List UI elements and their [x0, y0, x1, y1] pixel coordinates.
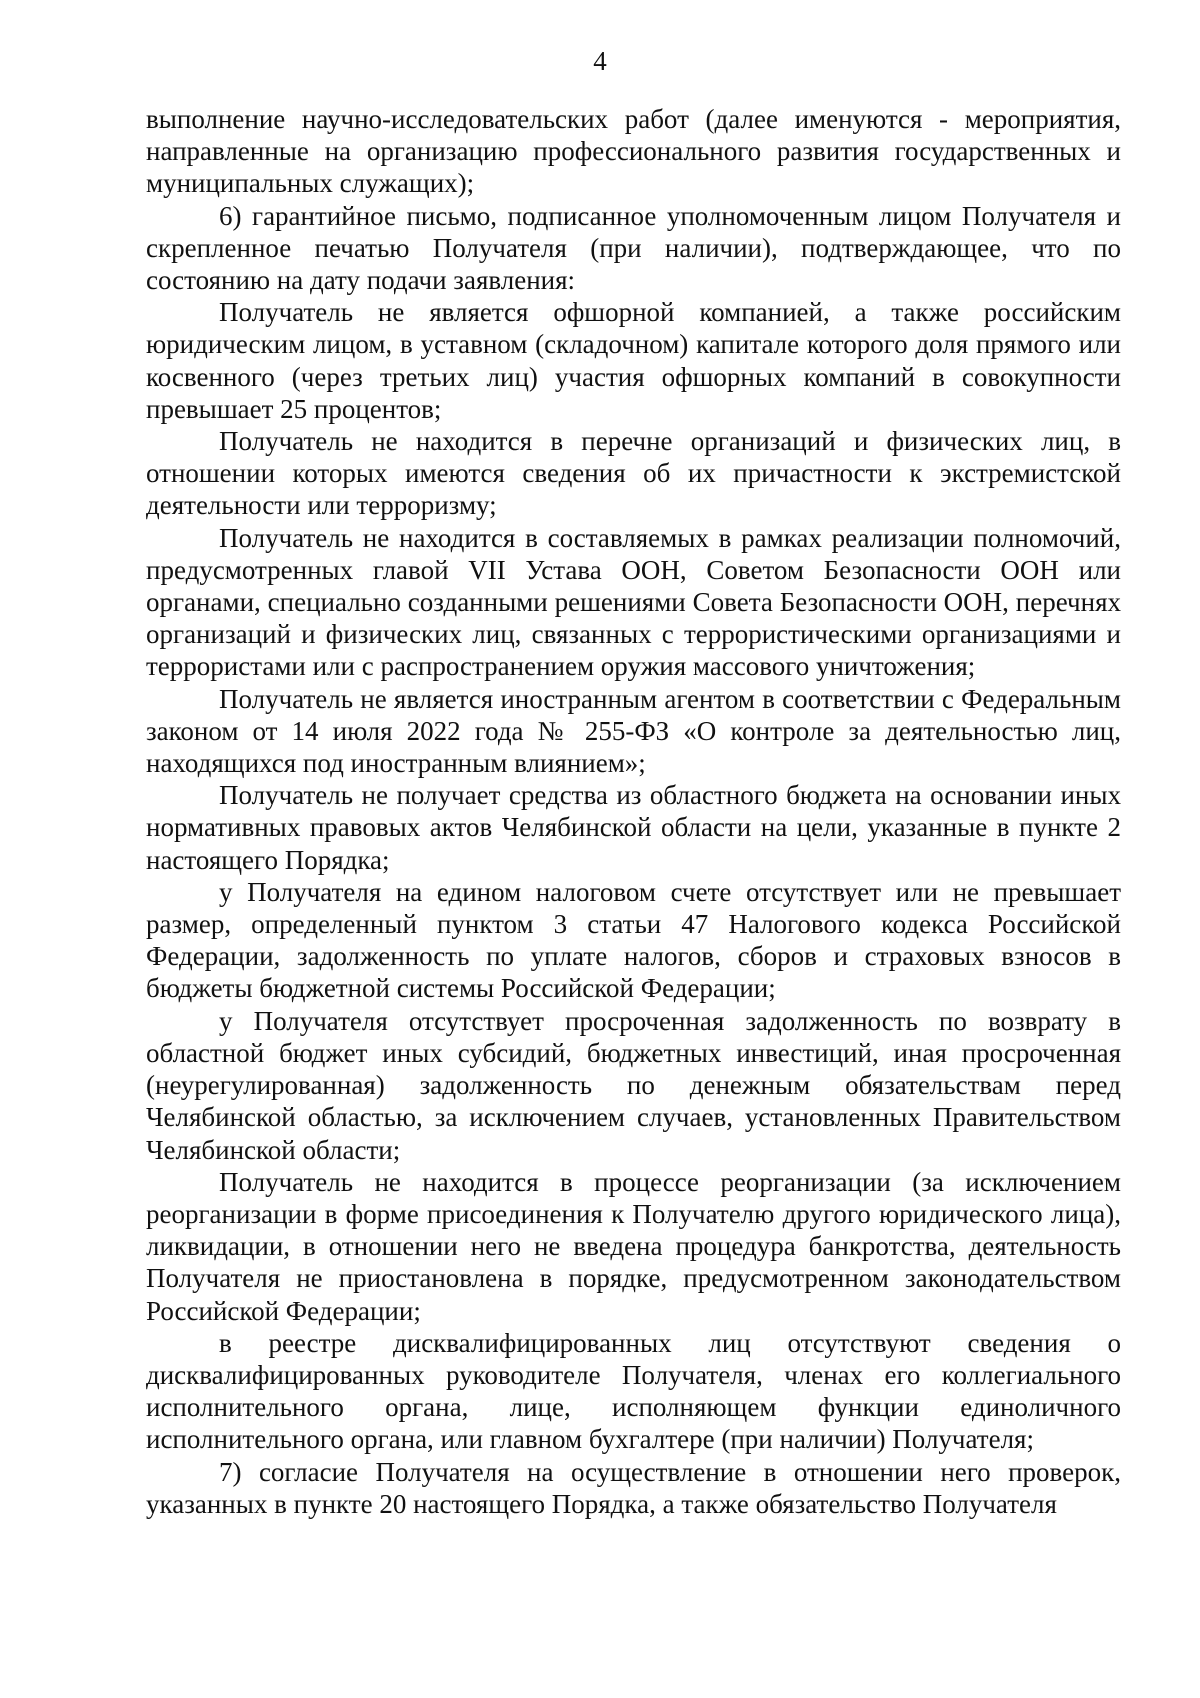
paragraph-overdue-debt: у Получателя отсутствует просроченная задолженность по возврату в областной бюджет иных субсидий, бюджетных инвестиций, иная просроченная (неурегулированная) задолженность по денежным обязательствам перед Челябинской областью, за исключением случаев, установленных Правительством Челябинской области;: [146, 1005, 1121, 1165]
paragraph-reorganization: Получатель не находится в процессе реорганизации (за исключением реорганизации в форме присоединения к Получателю другого юридического лица), ликвидации, в отношении него не введена процедура банкротства, деятельность Получателя не приостановлена в порядке, предусмотренном законодательством Российской Федерации;: [146, 1166, 1121, 1326]
paragraph-offshore: Получатель не является офшорной компанией, а также российским юридическим лицом, в уставном (складочном) капитале которого доля прямого или косвенного (через третьих лиц) участия офшорных компаний в совокупности превышает 25 процентов;: [146, 297, 1121, 424]
document-body: [146, 103, 1121, 1520]
paragraph-disqualified-registry: в реестре дисквалифицированных лиц отсутствуют сведения о дисквалифицированных руководителе Получателя, членах его коллегиального исполнительного органа, лице, исполняющем функции единоличного исполнительного органа, или главном бухгалтере (при наличии) Получателя;: [146, 1327, 1121, 1455]
paragraph-foreign-agent: Получатель не является иностранным агентом в соответствии с Федеральным законом от 14 июля 2022 года № 255-ФЗ «О контроле за деятельностью лиц, находящихся под иностранным влиянием»;: [146, 683, 1121, 779]
paragraph-item-6: 6) гарантийное письмо, подписанное уполномоченным лицом Получателя и скрепленное печатью Получателя (при наличии), подтверждающее, что по состоянию на дату подачи заявления:: [146, 200, 1121, 296]
paragraph-item-7: 7) согласие Получателя на осуществление в отношении него проверок, указанных в пункте 20 настоящего Порядка, а также обязательство Получателя: [146, 1456, 1121, 1519]
page-number: 4: [593, 46, 607, 76]
paragraph-un-lists: Получатель не находится в составляемых в рамках реализации полномочий, предусмотренных главой VII Устава ООН, Советом Безопасности ООН или органами, специально созданными решениями Совета Безопасности ООН, перечнях организаций и физических лиц, связанных с террористическими организациями и террористами или с распространением оружия массового уничтожения;: [146, 522, 1121, 682]
paragraph-tax-debt: у Получателя на едином налоговом счете отсутствует или не превышает размер, определенный пунктом 3 статьи 47 Налогового кодекса Российской Федерации, задолженность по уплате налогов, сборов и страховых взносов в бюджеты бюджетной системы Российской Федерации;: [146, 876, 1121, 1004]
paragraph-budget-funds: Получатель не получает средства из областного бюджета на основании иных нормативных правовых актов Челябинской области на цели, указанные в пункте 2 настоящего Порядка;: [146, 780, 1121, 875]
paragraph-extremism-list: Получатель не находится в перечне организаций и физических лиц, в отношении которых имеются сведения об их причастности к экстремистской деятельности или терроризму;: [146, 426, 1121, 521]
paragraph-continuation: выполнение научно-исследовательских работ (далее именуются - мероприятия, направленные на организацию профессионального развития государственных и муниципальных служащих);: [146, 104, 1121, 199]
